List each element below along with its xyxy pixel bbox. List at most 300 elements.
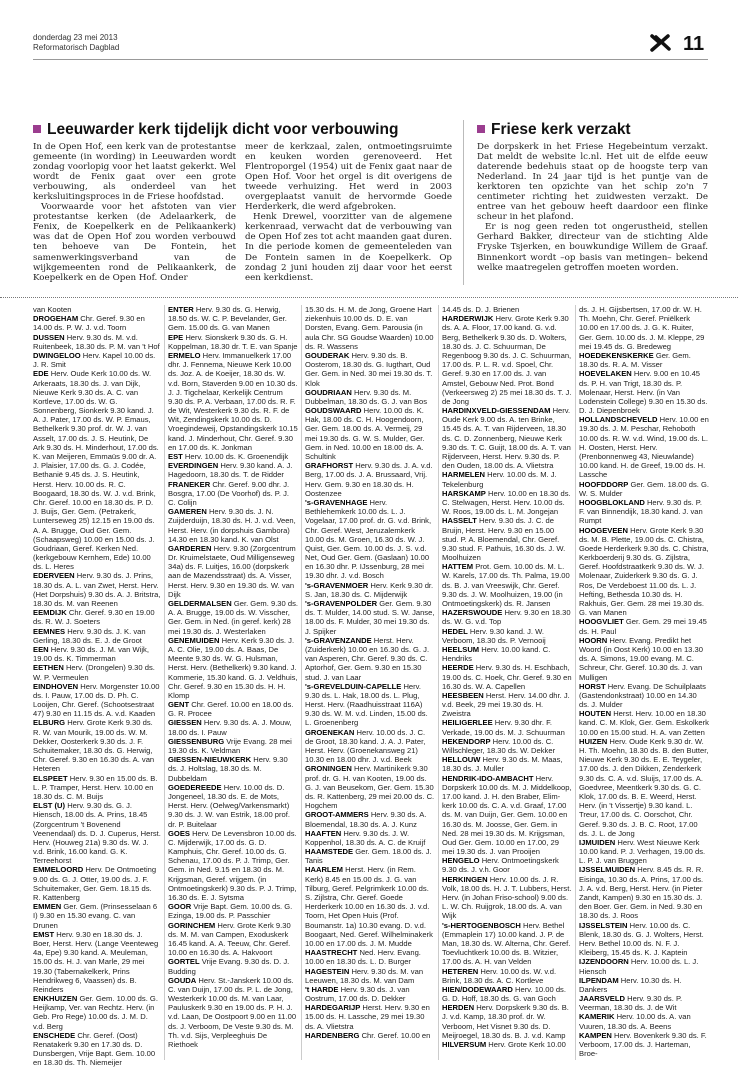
service-listing-entry [305, 810, 435, 828]
service-listing-entry [579, 480, 709, 498]
service-listing-entry [168, 480, 298, 508]
column-divider [575, 305, 576, 1060]
town-name: DWINGELOO [33, 350, 81, 360]
service-details: Herv. Ontmoetingskerk 9.30 ds. J. v.h. Goor [442, 856, 559, 875]
service-details: Herv. Grote Kerk 9.30 ds. M. M. van Campen, Exoduskerk 16.45 kand. A. A. Teeuw, Chr. Geref. 10.00 en 16.30 ds. A. Hakvoort [168, 920, 291, 958]
service-listing-entry [442, 967, 572, 985]
town-name: GENT [168, 700, 190, 710]
service-listing-entry [305, 985, 435, 1003]
service-details: Herv. 9.30 ds. H. Eschbach, 19.00 ds. C. Hoek, Chr. Geref. 9.30 en 16.30 ds. W. A. Capellen [442, 663, 572, 691]
service-listing-entry [168, 737, 298, 755]
town-name: GOUDERAK [305, 350, 350, 360]
service-details: Chr. Geref. 9.30 en 14.00 ds. P. W. J. v.d. Toorn [33, 314, 145, 333]
service-listing-entry [305, 461, 435, 498]
town-name: EEN [33, 644, 49, 654]
service-details: Herv. 10.00 ds. J. R. Volk, 18.00 ds. H. J. T. Lubbers, Herst. Herv. (in Johan Friso-school) 9.00 ds. L. W. Ch. Ruijgrok, 18.00 ds. A. van Wijk [442, 874, 572, 921]
service-details: Herv. 9.30 ds. J. M. van Wijk, 19.00 ds. K. Timmerman [33, 644, 149, 664]
service-listing-entry [579, 865, 709, 920]
service-details: Herv. 9.30 ds. J. C. de Bruijn, Herst. Herv. 9.30 en 15.00 stud. P. A. Bloemendal, Chr. Geref. 9.30 stud. F. Pathuis, 16.30 ds. J. W. Moolhuizen [442, 516, 566, 563]
service-listing-entry [33, 865, 161, 902]
listing-column [168, 305, 298, 1060]
service-details: Herv. Oude Kerk 9.00 ds. A. ten Brinke, 15.45 ds. A. T. van Rijderveen, 18.30 ds. C. D. Zonnenberg, Nieuwe Kerk 9.30 ds. T. C. Guijt, 18.00 ds. A. T. van Rijderveen, Herst. Herv. 9.30 ds. P. den Ouden, 18.00 ds. A. Vlietstra [442, 406, 571, 471]
service-listing-entry [442, 1040, 572, 1049]
bullet-square-icon [33, 125, 41, 133]
listing-column [33, 305, 161, 1068]
service-details: Herv. Dorpskerk 10.00 ds. M. J. Middelkoop, 17.00 kand. J. H. den Braber, Elim-kerk 10.00 ds. C. A. v.d. Graaf, 17.00 ds. M. van Duijn, Ger. Gem. 10.00 en 16.30 ds. M. Joosse, Ger. Gem. in Ned. 28 mei 19.30 ds. M. Krijgsman, Oud Ger. Gem. 10.00 en 17.00, 29 mei 19.30 ds. J. van Prooijen [442, 773, 572, 857]
service-details: Ger. Gem. 18.00 ds. G. W. S. Mulder [579, 479, 709, 498]
service-details: Herv. De Levensbron 10.00 ds. C. Mijderwijk, 17.00 ds. G. D. Kamphuis, Chr. Geref. 10.00 ds. G. Schenau, 17.00 ds. P. J. Trimp, Ger. Gem. in Ned. 9.15 en 18.30 ds. M. Krijgsman, Geref. vrijgem. (in Ontmoetingskerk) 9.30 ds. P. J. Trimp, 16.30 ds. E. J. Sytsma [168, 828, 297, 902]
town-name: EMMEN [33, 902, 62, 912]
town-name: ELSPEET [33, 773, 68, 783]
service-details: Herv. Oude Kerk 9.30 dr. W. H. Th. Moehn, 18.30 ds. B. den Butter, Nieuwe Kerk 9.30 ds. E. E. Teygeler, 17.00 ds. J. den Dikken, Zenderkerk 9.30 ds. C. A. v.d. Sluijs, 17.00 ds. A. Goedvree, Meentkerk 9.30 ds. G. C. Klok, 17.00 ds. B. E. Weerd, Herst. Herv. (in 't Vissertje) 9.30 kand. L. Treur, 17.00 ds. C. Oorschot, Chr. Geref. 9.30 ds. J. B. C. Root, 17.00 ds. J. L. de Jong [579, 736, 709, 838]
service-details: Herv. (Drongelen) 9.30 ds. W. P. Vermeulen [33, 663, 155, 682]
town-name: ENKHUIZEN [33, 994, 78, 1004]
service-listing-entry [33, 774, 161, 802]
service-details: Herv. 9.30 ds. B. Oosterom, 18.30 ds. G. Iugthart, Oud Ger. Gem. in Ned. 30 mei 19.30 ds. T. Klok [305, 350, 433, 388]
town-name: GOUDA [168, 975, 197, 985]
service-details: Herv. Grote Kerk 10.00 [488, 1040, 566, 1049]
town-name: GOUDSWAARD [305, 406, 362, 416]
service-listing-entry [305, 967, 435, 985]
town-name: IJSSELMUIDEN [579, 865, 636, 875]
service-details: Herv. Morgenster 10.00 ds. I. Pauw, 17.00 ds. D. Ph. C. Looijen, Chr. Geref. (Schootsestraat 47) 9.30 en 11.15 ds. A. v.d. Kaaden [33, 681, 160, 719]
service-listing-entry [168, 700, 298, 718]
town-name: HEKENDORP [442, 736, 491, 746]
service-listing-entry [33, 333, 161, 351]
article-headline [33, 121, 398, 139]
listing-column [579, 305, 709, 1060]
article-body [477, 142, 708, 273]
service-listing-entry [33, 305, 161, 314]
town-name: HOEVELAKEN [579, 369, 632, 379]
service-details: Herst. Herv. 10.00 en 18.30 kand. C. M. Klok, Ger. Gem. Eskolkerk 10.00 en 15.00 stud. H. A. van Zetten [579, 709, 709, 737]
town-name: HARMELEN [442, 470, 486, 480]
town-name: HIEN/DODEWAARD [442, 984, 513, 994]
service-details: Herst. Herv. 9.30 en 15.00 ds. H. Lassche, 29 mei 19.30 ds. A. Vlietstra [305, 1003, 430, 1031]
service-listing-entry [168, 902, 298, 920]
article-paragraph: In de Open Hof, een kerk van de protestantse gemeente (in wording) in Leeuwarden wordt zondag voorlopig voor het laatst gekerkt. Wel wordt de Fenix gaat over een grote verbouwing, als onderdeel van het kerksluitingsproces in de Friese hoofdstad. [33, 142, 236, 203]
service-details: Herv. Grote Kerk 9.30 ds. R. W. van Mourik, 19.00 ds. W. M. Dekker, Oosterkerk 9.30 ds. J. F. Schuitemaker, 18.30 ds. G. Herwig, Chr. Geref. 9.30 en 16.30 ds. A. van Heteren [33, 718, 155, 774]
town-name: GOES [168, 828, 190, 838]
service-listing-entry [305, 406, 435, 461]
service-listing-entry [579, 305, 709, 351]
service-listing-entry [33, 608, 161, 626]
town-name: JAARSVELD [579, 994, 625, 1004]
listing-column [305, 305, 435, 1060]
town-name: HAAFTEN [305, 828, 342, 838]
service-details: Ger. Gem. 9.30 ds. T. Mulder, 14.00 stud. S. W. Janse, 18.00 ds. F. Mulder, 30 mei 19.30 ds. J. Spijker [305, 599, 435, 636]
service-details: Herv. St.-Janskerk 10.00 ds. C. van Duijn, 17.00 ds. P. L. de Jong, Westerkerk 10.00 ds. M. van Laar, Pauluskerk 9.30 en 19.00 ds. P. H. J. v.d. Laan, De Oostpoort 9.00 en 11.00 ds. J. Verboom, De Veste 9.30 ds. M. Th. v.d. Sijs, Verpleeghuis De Riethoek [168, 975, 297, 1049]
service-listing-entry [305, 1031, 435, 1040]
service-listing-entry [579, 498, 709, 526]
service-details: Ger. Gem. 18.30 ds. R. A. M. Visser [579, 350, 691, 370]
service-listing-entry [579, 636, 709, 682]
town-name: HELLOUW [442, 755, 481, 765]
service-listing-entry [442, 562, 572, 608]
service-listing-entry [442, 663, 572, 691]
column-divider [438, 305, 439, 1060]
service-details: Vrije Evang. 9.30 ds. D. J. Budding [168, 957, 290, 976]
service-details: Herv. Martinikerk 9.30 prof. dr. G. H. van Kooten, 19.00 ds. G. J. van Beusekom, Ger. Gem. 15.30 ds. R. Kattenberg, 29 mei 20.00 ds. C. Hogchem [305, 764, 435, 811]
town-name: GENEMUIDEN [168, 635, 220, 645]
service-listing-entry [442, 305, 572, 314]
service-listing-entry [33, 369, 161, 571]
service-details: Ger. Gem. 29 mei 19.45 ds. H. Paul [579, 617, 707, 636]
service-details: Herv. 10.00 ds. K. Groenendijk [184, 452, 289, 461]
service-listing-entry [305, 498, 435, 581]
town-name: GRAFHORST [305, 461, 354, 471]
town-name: HERDEN [442, 1003, 475, 1013]
service-details: ds. J. H. Gijsbertsen, 17.00 dr. W. H. Th. Moehn, Chr. Geref. Pniëlkerk 10.00 en 17.00 ds. J. G. K. Ruiter, Ger. Gem. 10.00 ds. J. M. Kleppe, 29 mei 19.45 ds. G. Bredeweg [579, 305, 705, 351]
town-name: GRONINGEN [305, 764, 352, 774]
service-listing-entry [579, 369, 709, 415]
town-name: HAARLEM [305, 865, 343, 875]
service-listing-entry [33, 1031, 161, 1068]
service-listing-entry [442, 774, 572, 857]
town-name: 's-GRAVENMOER [305, 580, 369, 590]
service-listing-entry [579, 957, 709, 975]
town-name: GIESSEN-NIEUWKERK [168, 755, 252, 765]
town-name: IJMUIDEN [579, 837, 616, 847]
service-details: Herv. Kapel 10.00 ds. J. R. Smit [33, 350, 156, 370]
service-listing-entry [305, 305, 435, 351]
town-name: 't HARDE [305, 984, 339, 994]
service-details: Herv. 10.00 ds. C. Blenk, 18.30 ds. G. J. Wolters, Herst. Herv. Bethel 10.00 ds. N. F. J. Kleiberg, 15.45 ds. K. J. Kaptein [579, 920, 704, 958]
service-details: Herv. 10.00 en 19.30 ds. J. M. Peschar, Rehoboth 10.00 ds. R. W. v.d. Wind, 19.00 ds. L. H. Oosten, Herst. Herv. (Prenbonnenweg 43, Nieuwlande) 10.00 kand. H. de Greef, 19.00 ds. H. Lassche [579, 415, 709, 480]
town-name: ILPENDAM [579, 975, 619, 985]
service-details: Herv. 9.30 dhr. F. Verkade, 19.00 ds. M. J. Schuurman [442, 718, 565, 737]
service-listing-entry [442, 516, 572, 562]
newspaper-logo-icon [650, 33, 672, 53]
masthead-info [33, 33, 119, 53]
article-paragraph: Voorwaarde voor het afstoten van vier protestantse kerken (de Adelaarkerk, de Fenix, de Koepelkerk en de Pelikaankerk) was dat de Open Hof zou worden verbouwd ten behoeve van De Fontein, het samenwerkingsverband van de wijkgemeenten rond de Pelikaankerk, de Koepelkerk en de Open Hof. Onder [33, 202, 236, 283]
service-details: Herv. 10.00 ds. G. D. Hoff, 18.30 ds. G. van Goch [442, 984, 566, 1004]
town-name: HASSELT [442, 516, 477, 526]
town-name: HEELSUM [442, 644, 480, 654]
service-listing-entry [168, 544, 298, 599]
town-name: GOOR [168, 902, 192, 912]
town-name: GROOT-AMMERS [305, 810, 369, 820]
town-name: GIESSEN [168, 718, 202, 728]
service-details: Herv. Evang. Predikt het Woord (in Oost Kerk) 10.00 en 13.30 ds. A. Simons, 19.00 evang. M. C. Schreur, Chr. Geref. 10.30 ds. J. van Mulligen [579, 635, 703, 682]
town-name: EPE [168, 332, 184, 342]
service-details: Herv. 10.30 ds. H. Dankers [579, 975, 682, 994]
service-details: Herv. 9.30 ds. J. Prins, 18.30 ds. A. L. van Zwet, Herst. Herv. (Het Dorpshuis) 9.30 ds. A. J. Britstra, 18.30 ds. M. van Reenen [33, 571, 161, 608]
service-listing-entry [579, 1031, 709, 1059]
service-details: Herv. 9.30 kand. J. W. Verboom, 18.30 ds. P. Vernooij [442, 626, 546, 645]
service-listing-entry [305, 847, 435, 865]
town-name: HARSKAMP [442, 488, 486, 498]
service-details: Herv. 9.30 ds. M. Maas, 18.30 ds. J. Muller [442, 755, 563, 774]
service-listing-entry [305, 682, 435, 728]
article-divider [463, 120, 464, 285]
service-listing-entry [579, 994, 709, 1012]
service-listing-entry [579, 682, 709, 710]
town-name: HERKINGEN [442, 874, 488, 884]
town-name: HAASTRECHT [305, 948, 358, 958]
town-name: EST [168, 452, 183, 461]
service-listing-entry [579, 921, 709, 958]
service-listing-entry [442, 406, 572, 470]
service-details: Herv. Grote Kerk 9.30 ds. A. A. Floor, 17.00 kand. G. v.d. Berg, Bethelkerk 9.30 ds. D. Wolters, 18.30 ds. J. C. Schuurman, De Regenboog 9.30 ds. J. C. Schuurman, 17.00 ds. P. L. R. v.d. Spoel, Chr. Geref. 9.30 en 17.00 ds. J. van Amstel, Gebouw Ned. Prot. Bond (Verkeersweg 2) 25 mei 18.30 ds. T. J. de Jong [442, 314, 572, 406]
service-listing-entry [33, 994, 161, 1031]
service-details: Herv. 10.00 ds. W. v.d. Brink, 18.30 ds. A. C. Kortleve [442, 966, 557, 985]
town-name: IJZENDOORN [579, 957, 629, 967]
article-column-1 [33, 142, 236, 283]
town-name: GOUDRIAAN [305, 387, 352, 397]
service-listing-entry [442, 985, 572, 1003]
service-details: Chr. Geref. 10.00 en [361, 1030, 431, 1040]
service-details: Herv. 8.45 ds. R. R. Eisinga, 10.30 ds. A. Prins, 17.00 ds. J. A. v.d. Berg, Herst. Herv. (in Pieter Zandt, Kampen) 9.30 en 15.30 ds. J. den Boer. Ger. Gem. in Ned. 9.30 en 18.30 ds. J. Roos [579, 865, 704, 921]
town-name: IJSSELSTEIN [579, 920, 628, 930]
town-name: ERMELO [168, 350, 201, 360]
service-listing-entry [33, 902, 161, 930]
town-name: HOOGEVEEN [579, 525, 628, 535]
service-listing-entry [442, 314, 572, 406]
town-name: HOOFDDORP [579, 479, 629, 489]
service-details: Herv. 9.30 ds. J. van Oostrum, 17.00 ds. D. Dekker [305, 984, 410, 1004]
service-details: Herv. Bethlehemkerk 10.00 ds. L. J. Vogelaar, 17.00 prof. dr. G. v.d. Brink, Chr. Geref. West, Jeruzalemkerk 10.00 ds. M. Groen, 16.30 ds. W. J. Quist, Ger. Gem. 10.00 ds. J. S. v.d. Net, Oud Ger. Gem. (Gaslaan) 10.00 en 16.30 dhr. P. IJssenburg, 28 mei 19.30 dhr. J. v.d. Bosch [305, 497, 432, 581]
town-name: GIESSENBURG [168, 736, 225, 746]
town-name: HETEREN [442, 966, 479, 976]
service-listing-entry [33, 571, 161, 608]
town-name: HARDINXVELD-GIESSENDAM [442, 406, 551, 416]
service-listing-entry [168, 829, 298, 903]
service-listing-entry [33, 930, 161, 994]
service-details: Herv. Evang. De Schuilplaats (Gastendonkstraat) 10.00 en 14.30 ds. J. Mulder [579, 681, 706, 710]
service-listing-entry [305, 636, 435, 682]
service-listing-entry [442, 608, 572, 626]
service-listing-entry [442, 718, 572, 736]
service-listing-entry [442, 645, 572, 663]
town-name: HILVERSUM [442, 1040, 487, 1049]
town-name: GELDERMALSEN [168, 599, 232, 608]
section-separator [0, 297, 738, 298]
town-name: HEERDE [442, 663, 474, 673]
town-name: EDE [33, 369, 49, 379]
service-listing-entry [579, 1012, 709, 1030]
service-listing-entry [442, 691, 572, 719]
service-details: Herv. 9.30 ds. J. Holtslag, 18.30 ds. M. Dubbeldam [168, 755, 288, 783]
service-listing-entry [168, 461, 298, 479]
service-listing-entry [168, 351, 298, 452]
service-listing-entry [33, 645, 161, 663]
town-name: EEMNES [33, 626, 66, 636]
service-details: Vrije Evang. 28 mei 19.30 ds. K. Veldman [168, 736, 292, 755]
service-details: Herv. 9.30 ds. J. A. v.d. Berg, 17.00 ds. J. A. Brussaard, Vrij. Herv. Gem. 9.30 en 18.30 ds. H. Oostenzee [305, 461, 433, 498]
service-details: Herv. 9.30 ds. J. N. Zuijderduijn, 18.30 ds. H. J. v.d. Veen, Herst. Herv. (in dorpshuis Gambora) 14.30 en 18.30 kand. K. van Olst [168, 507, 296, 544]
service-listing-entry [168, 507, 298, 544]
article-paragraph: De dorpskerk in het Friese Hegebeintum verzakt. Dat meldt de website lc.nl. Het uit de elfde eeuw daterende bedehuis staat op de hoogste terp van Nederland. In 24 jaar tijd is het puntje van de kerktoren ten opzichte van het schip zo'n 7 centimeter richting het zuidwesten verzakt. De entree van het gebouw heeft daardoor een flinke scheur in het plafond. [477, 142, 708, 223]
article-headline [477, 121, 631, 139]
service-details: Herv. Bethel (Emmaplein 17) 10.00 kand. J. P. de Man, 18.30 ds. W. Alterna, Chr. Geref. Toevluchtkerk 10.00 ds. B. Witzier, 17.00 ds. A. H. van Velden [442, 920, 571, 967]
service-listing-entry [33, 801, 161, 865]
town-name: EETHEN [33, 663, 64, 673]
service-listing-entry [168, 599, 298, 636]
town-name: 's-GRAVENHAGE [305, 497, 368, 507]
town-name: HENDRIK-IDO-AMBACHT [442, 773, 534, 783]
service-listing-entry [442, 921, 572, 967]
town-name: HOLLANDSCHEVELD [579, 415, 658, 425]
service-details: Ger. Gem. 18.00 ds. J. Tanis [305, 847, 432, 866]
town-name: 's-GRAVENPOLDER [305, 599, 378, 608]
service-details: Vrije Bapt. Gem. 10.00 ds. G. Ezinga, 19.00 ds. P. Passchier [168, 902, 293, 921]
service-listing-entry [579, 976, 709, 994]
service-listing-entry [579, 838, 709, 866]
town-name: GORTEL [168, 957, 200, 967]
column-divider [164, 305, 165, 1060]
service-listing-entry [579, 617, 709, 635]
service-details: Herv. Grote Kerk 9.30 ds. M. B. Plette, 19.00 ds. C. Chistra, Goede Herderkerk 9.30 ds. C. Chistra, Kerkboerderij 9.30 ds. G. Zijlstra, Geref. Hoofdstraatkerk 9.30 ds. W. J. Molenaar, Zuiderkerk 9.30 ds. G. J. Ros, De Verdeboest 11.00 ds. L. J. Hefting, Bethesda 10.30 ds. H. Rakhuis, Ger. Gem. 28 mei 19.30 ds. G. van Manen [579, 525, 709, 618]
town-name: HOOGVLIET [579, 617, 624, 627]
service-listing-entry [168, 976, 298, 1050]
service-listing-entry [579, 351, 709, 369]
service-details: Chr. Geref. (Oost) Renatakerk 9.30 en 17.30 ds. D. Dunsbergen, Vrije Bapt. Gem. 10.00 en 18.30 ds. Th. Niemeijer [33, 1030, 156, 1068]
town-name: GROENEKAN [305, 727, 355, 737]
town-name: HEDEL [442, 626, 468, 636]
service-details: Chr. Geref. 10.00 en 18.00 ds. G. R. Procee [168, 700, 294, 719]
service-details: Ger. Gem. 9.30 ds. A. A. Brugge, 19.00 ds. W. Visscher, Ger. Gem. in Ned. (in geref. kerk) 28 mei 19.30 ds. J. Westerlaken [168, 599, 298, 636]
service-details: van Kooten [33, 305, 72, 314]
service-details: Herv. 9.30 ds. A. Bloemendal, 18.30 ds. A. J. Kunz [305, 810, 427, 829]
service-listing-entry [168, 921, 298, 958]
town-name: EDERVEEN [33, 571, 75, 581]
town-name: KAMPEN [579, 1030, 612, 1040]
service-listing-entry [442, 737, 572, 755]
service-listing-entry [33, 718, 161, 773]
service-listing-entry [579, 709, 709, 737]
town-name: HORST [579, 681, 606, 691]
service-listing-entry [33, 663, 161, 681]
town-name: HOOGBLOKLAND [579, 497, 645, 507]
town-name: GAMEREN [168, 507, 207, 517]
town-name: FRANEKER [168, 479, 211, 489]
service-listing-entry [442, 875, 572, 921]
service-details: Herv. 9.30 ds. M. Dubbelman, 18.30 ds. G. J. van Bos [305, 387, 427, 406]
service-listing-entry [305, 599, 435, 636]
service-listing-entry [33, 627, 161, 645]
service-details: Herv. 9.30 ds. G. J. Hiensch, 18.00 ds. A. Prins, 18.45 (Zorgcentrum 't Bovenend Veenendaal) ds. D. J. Cuperus, Herst. Herv. (Houweg 21a) 9.30 ds. W. J. v.d. Brink, 16.00 kand. G. K. Terreehorst [33, 801, 161, 866]
service-listing-entry [305, 351, 435, 388]
town-name: EVERDINGEN [168, 461, 219, 471]
service-listing-entry [33, 314, 161, 332]
column-divider [301, 305, 302, 1060]
service-listing-entry [168, 452, 298, 461]
service-listing-entry [579, 737, 709, 838]
service-listing-entry [168, 305, 298, 333]
town-name: 's-GRAVENZANDE [305, 635, 372, 645]
town-name: ENSCHEDE [33, 1030, 76, 1040]
service-details: Herv. 10.00 kand. C. Hendriks [442, 644, 551, 664]
town-name: DUSSEN [33, 332, 65, 342]
service-details: Herv. 9.00 en 10.45 ds. P. H. van Trigt, 18.30 ds. P. Molenaar, Herst. Herv. (in Van Lodenstein College) 9.30 en 15.30 ds. D. J. Diepenbroek [579, 369, 708, 416]
service-details: Herv. 9.30 en 15.00 ds. B. L. P. Tramper, Herst. Herv. 10.00 en 18.30 ds. C. M. Buijs [33, 773, 158, 801]
town-name: HAZERSWOUDE [442, 608, 503, 618]
service-listing-entry [168, 636, 298, 700]
service-listing-entry [305, 764, 435, 810]
town-name: HEESBEEN [442, 690, 484, 700]
town-name: EMMELOORD [33, 865, 84, 875]
service-details: Herv. 9.30 ds. G. Herwig, 18.50 ds. W. C. P. Bevelander, Ger. Gem. 15.00 ds. G. van Manen [168, 305, 287, 333]
service-details: Herv. Immanuelkerk 17.00 dhr. J. Fennema, Nieuwe Kerk 10.00 ds. Joz. A. de Koeijer, 18.30 ds. W. v.d. Born, Staverden 9.00 en 10.30 ds. J. J. Tigchelaar, Kerkelijk Centrum 9.30 ds. P. A. Verbaan, 17.00 ds. R. F. de Wit, Westerkerk 9.30 ds. R. F. de Wit, Zendingskerk 10.00 ds. D. Vroegindeweij, Opstandingskerk 10.15 kand. J. Minderhout, Chr. Geref. 9.30 en 17.00 ds. K. Jonkman [168, 350, 298, 452]
town-name: HENGELO [442, 856, 480, 866]
town-name: ELBURG [33, 718, 66, 728]
town-name: 's-GREVELDUIN-CAPELLE [305, 681, 402, 691]
service-listing-entry [33, 682, 161, 719]
town-name: EEMDIJK [33, 608, 67, 618]
town-name: GORINCHEM [168, 920, 216, 930]
service-details: Herv. 9.30 ds. P. F. van Binnendijk, 18.30 kand. J. van Rumpt [579, 497, 703, 526]
town-name: DROGEHAM [33, 314, 79, 324]
service-listing-entry [442, 470, 572, 488]
service-details: Herv. Bovenkerk 9.30 ds. F. Verboom, 17.00 ds. J. Harteman, Broe- [579, 1030, 707, 1059]
town-name: HARDENBERG [305, 1030, 360, 1040]
service-details: Herv. 9.30 (Zorgcentrum Dr. Kruimelstaete, Oud Milligenseweg 34a) ds. F. Luitjes, 16.00 (dorpskerk aan de Mazendsstraat) ds. A. Visser, Herst. Herv. 9.30 en 19.30 ds. W. van Dijk [168, 543, 296, 599]
town-name: ENTER [168, 305, 194, 314]
service-listing-entry [305, 581, 435, 599]
service-details: Herv. 9.30 kand. A. J. Hagedoorn, 18.30 ds. T. de Ridder [168, 461, 293, 480]
service-listing-entry [168, 755, 298, 783]
service-details: Herv. 9.30 en 18.30 ds. W. G. v.d. Top [442, 608, 571, 627]
service-details: Herv. 9.30 ds. J. K. van Gerling, 18.30 ds. E. J. de Groot [33, 626, 146, 645]
town-name: HAGESTEIN [305, 966, 350, 976]
service-listing-entry [442, 1003, 572, 1040]
service-details: Herv. 9.30 ds. M. v.d. Ruitenbeek, 18.30 ds. P. M. van 't Hof [33, 332, 160, 351]
service-details: Herv. De Ontmoeting 9.00 ds. G. J. Otter, 19.00 ds. J. F. Schuitemaker, Ger. Gem. 18.15 ds. R. Kattenberg [33, 865, 157, 902]
service-details: Ger. Gem. (Prinsesselaan 6 I) 9.30 en 15.30 evang. C. van Drunen [33, 902, 158, 930]
service-details: Herv. Kerk 9.30 dr. S. Jan, 18.30 ds. C. Mijderwijk [305, 580, 434, 599]
service-listing-entry [168, 783, 298, 829]
service-listing-entry [579, 415, 709, 479]
service-listing-entry [442, 856, 572, 874]
article-paragraph: Er is nog geen reden tot ongerustheid, stellen Gerhard Bakker, directeur van de stichting Alde Fryske Tsjerken, en bouwkundige Willem de Graaf. Binnenkort wordt –op basis van metingen– bekend welke maatregelen getroffen moeten worden. [477, 222, 708, 273]
service-details: Ger. Gem. 10.00 ds. G. Heijkamp, Ver. van Rechtz. Herv. (in Geb. Pro Rege) 10.00 ds. J. M. D. v.d. Berg [33, 994, 158, 1031]
service-details: Herv. 9.30 ds. J. W. Koppenhol, 18.30 ds. A. C. de Kruijf [305, 828, 426, 847]
issue-date: donderdag 23 mei 2013 [33, 33, 118, 42]
service-details: Herv. 10.00 ds. D. Jongeneel, 18.30 ds. E. de Mots, Herst. Herv. (Oelweg/Varkensmarkt) 9.30 ds. J. W. van Estrik, 18.00 prof. dr. P. Buitelaar [168, 782, 290, 829]
service-details: Herv. Oude Kerk 10.00 ds. W. Arkeraats, 18.30 ds. J. van Dijk, Nieuwe Kerk 9.30 ds. A. C. van Kortleve, 17.00 ds. W. G. Sonnenberg, Sionkerk 9.30 kand. J. A. J. Pater, 17.00 ds. W. P. Emaus, Bethelkerk 9.30 prof. dr. W. J. van Asselt, 17.00 ds. J. S. Heutink, De Ark 9.30 ds. H. Minderhout, 17.00 ds. K. van Meijeren, Emmaüs 9.00 dr. A. J. Plaisier, 17.00 ds. G. J. Codée, Bethanië 9.45 ds. J. S. Heutink, Herst. Herv. 10.00 ds. R. C. Boogaard, 18.30 ds. W. J. v.d. Brink, Chr. Geref. 10.00 en 18.30 ds. P. D. J. Buijs, Ger. Gem. (Petrakerk, Lunterseweg 25) 12.15 en 19.00 ds. A. A. Brugge, Oud Ger. Gem. (Schaapsweg) 10.00 en 15.00 ds. J. Goudriaan, Geref. Kerken Ned. (kerkgebouw Kernhem, Ede) 10.00 ds. L. Heres [33, 369, 159, 572]
service-listing-entry [305, 948, 435, 966]
service-details: 15.30 ds. H. M. de Jong, Groene Hart ziekenhuis 10.00 ds. D. E. van Dorsten, Evang. Gem. Parousia (in aula Chr. SG Goudse Waarden) 10.00 ds. R. Wassens [305, 305, 434, 351]
headline-text: Leeuwarder kerk tijdelijk dicht voor verbouwing [47, 121, 399, 138]
service-listing-entry [305, 388, 435, 406]
town-name: HOEDEKENSKERKE [579, 350, 654, 360]
service-details: Herst. Herv. 14.00 dhr. J. v.d. Beek, 29 mei 19.30 ds. H. Zweistra [442, 690, 570, 719]
service-listing-entry [305, 865, 435, 948]
bullet-square-icon [477, 125, 485, 133]
article-paragraph: meer de kerkzaal, zalen, ontmoetingsruimte en keuken worden gerenoveerd. Het Flentroporgel (1954) uit de Fenix gaat naar de Open Hof. Voor het orgel is dit overigens de tweede verhuizing. Het werd in 2003 overgeplaatst vanuit de hervormde Goede Herderkerk, die werd afgebroken. [245, 142, 452, 213]
service-listing-entry [305, 829, 435, 847]
town-name: 's-HERTOGENBOSCH [442, 920, 521, 930]
service-details: Herst. Herv. (Zuiderkerk) 10.00 en 16.30 ds. G. J. van Asperen, Chr. Geref. 9.30 ds. C. Aptorhof, Ger. Gem. 9.30 en 15.30 stud. J. van Laar [305, 635, 430, 682]
headline-text: Friese kerk verzakt [491, 121, 631, 138]
town-name: EINDHOVEN [33, 681, 79, 691]
town-name: EMST [33, 929, 55, 939]
service-listing-entry [33, 351, 161, 369]
town-name: HARDERWIJK [442, 314, 494, 324]
service-listing-entry [168, 957, 298, 975]
service-details: Herv. 9.30 ds. M. van Leeuwen, 18.30 ds. M. van Dam [305, 966, 424, 985]
town-name: KAMERIK [579, 1012, 615, 1022]
town-name: HOORN [579, 635, 608, 645]
service-details: Herv. 9.30 en 18.30 ds. J. Boer, Herst. Herv. (Lange Veenteweg 4a, Epe) 9.30 kand. A. Meuleman, 15.00 ds. H. J. van Marle, 29 mei 19.30 (Tabernakelkerk, Prins Hendrikweg 6, Vaassen) ds. B. Reinders [33, 929, 159, 994]
listing-column [442, 305, 572, 1060]
header-rule [33, 59, 708, 60]
article-column-2 [245, 142, 452, 283]
town-name: GARDEREN [168, 543, 212, 553]
town-name: ELST (U) [33, 801, 66, 811]
service-details: Herv. 10.00 ds. J. C. de Groot, 18.30 kand. J. A. J. Pater, Herst. Herv. (Groenekansweg 21) 10.30 en 18.00 dhr. J. v.d. Beek [305, 727, 426, 765]
